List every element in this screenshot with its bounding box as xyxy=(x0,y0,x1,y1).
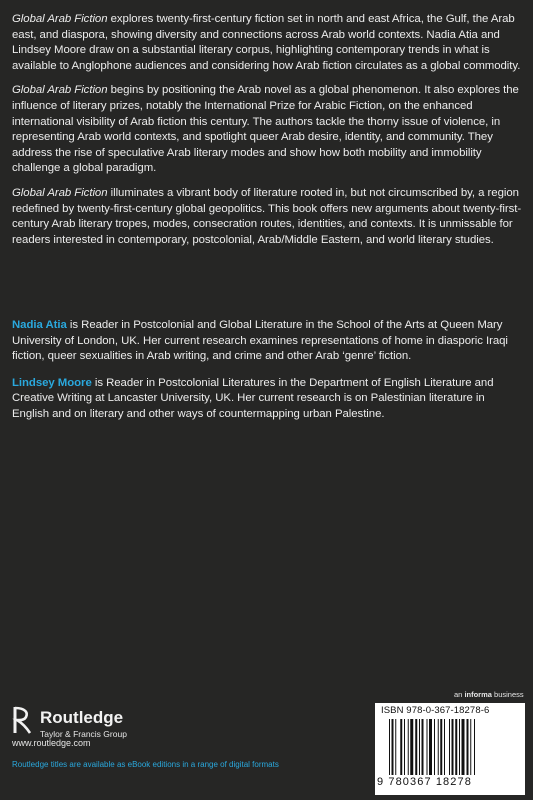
author-bio-atia: Nadia Atia is Reader in Postcolonial and Global Literature in the School of the Arts at Queen Mary University of London, UK. Her current research examines representations of home in diasporic Iraqi fiction, queer sexualities in Arab writing, and crime and other Arab ‘genre’ fiction. xyxy=(12,319,508,363)
blurb-paragraph-2: Global Arab Fiction begins by positioning the Arab novel as a global phenomenon. It also explores the influence of literary prizes, notably the International Prize for Arabic Fiction, on the enhanced international visibility of Arab fiction this century. The authors tackle the thorny issue of violence, in representing Arab world contexts, and spotlight queer Arab desire, identity, and community. They address the rise of speculative Arab literary modes and show how both mobility and immobility challenge a global paradigm. xyxy=(12,84,519,175)
publisher-name: Routledge xyxy=(40,708,124,727)
isbn-number: ISBN 978-0-367-18278-6 xyxy=(381,705,490,716)
informa-tagline: an informa business xyxy=(454,690,524,699)
author-name: Nadia Atia xyxy=(12,319,67,331)
ebook-note: Routledge titles are available as eBook editions in a range of digital formats xyxy=(12,760,279,769)
blurb-paragraph-1: Global Arab Fiction explores twenty-first-century fiction set in north and east Africa, the Gulf, the Arab east, and diaspora, showing diversity and connections across Arab world contexts. Nadia Atia and Lindsey Moore draw on a substantial literary corpus, highlighting contemporary trends in what is available to Anglophone audiences and considering how Arab fiction circulates as a global commodity. xyxy=(12,13,521,72)
isbn-barcode xyxy=(375,703,525,795)
back-cover-blurb xyxy=(12,12,522,257)
publisher-group: Taylor & Francis Group xyxy=(40,729,127,739)
author-bio-moore: Lindsey Moore is Reader in Postcolonial Literatures in the Department of English Literature and Creative Writing at Lancaster University, UK. Her current research is on Palestinian literature in English and on literary and other ways of countermapping urban Palestine. xyxy=(12,376,494,420)
barcode-digits: 9 780367 18278 xyxy=(377,776,472,788)
author-name: Lindsey Moore xyxy=(12,376,92,389)
barcode-bars xyxy=(389,719,511,777)
book-title: Global Arab Fiction xyxy=(12,13,108,25)
routledge-r-icon xyxy=(12,705,34,735)
book-title: Global Arab Fiction xyxy=(12,84,108,97)
author-bios xyxy=(12,318,522,434)
book-title: Global Arab Fiction xyxy=(12,186,108,199)
publisher-website: www.routledge.com xyxy=(12,738,91,748)
blurb-paragraph-3: Global Arab Fiction illuminates a vibrant body of literature rooted in, but not circumscribed by, a region redefined by twenty-first-century global geopolitics. This book offers new arguments about twenty-first-century Arab literary tropes, modes, consecration routes, identities, and contexts. It is unmissable for readers interested in contemporary, postcolonial, Arab/Middle Eastern, and world literary studies. xyxy=(12,186,522,246)
